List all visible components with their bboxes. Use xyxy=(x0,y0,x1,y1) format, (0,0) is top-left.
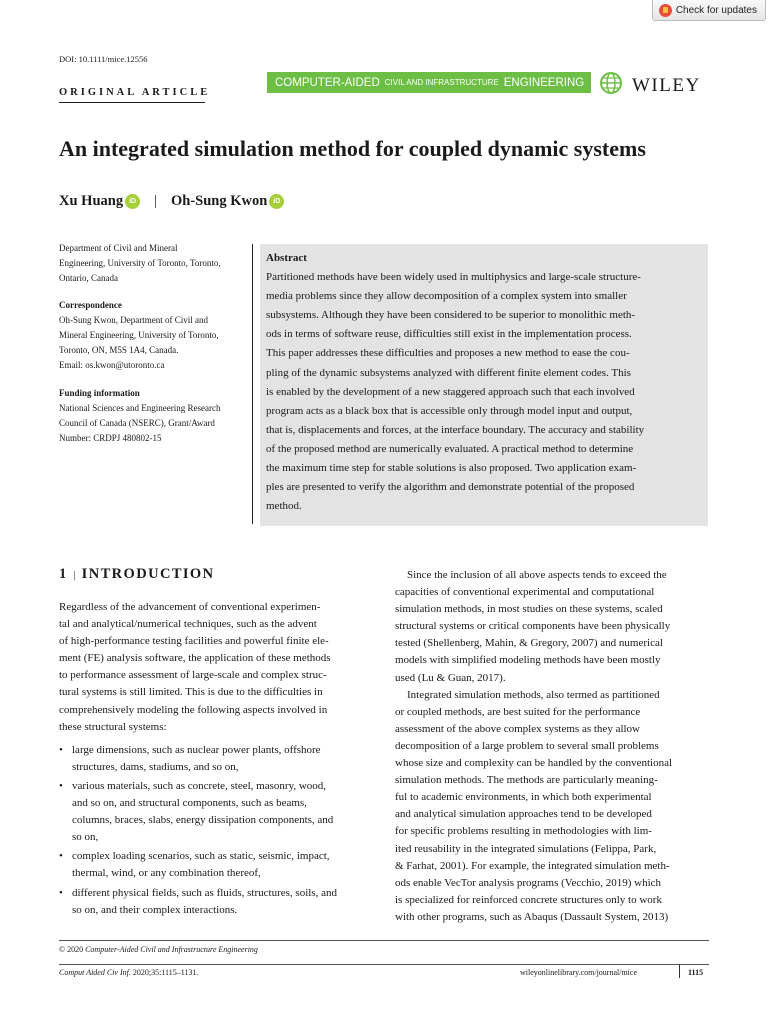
paragraph-line: these structural systems: xyxy=(59,720,167,733)
copyright xyxy=(59,945,258,954)
bullet-list xyxy=(59,742,371,919)
check-for-updates-button[interactable] xyxy=(652,0,766,21)
journal-name-part3: ENGINEERING xyxy=(503,76,585,89)
article-type-underline xyxy=(59,102,205,103)
abstract-line: Partitioned methods have been widely used in multiphysics and large-scale structure- xyxy=(266,271,641,284)
bullet-line: so on, xyxy=(72,831,99,844)
bullet-line: • complex loading scenarios, such as static, seismic, impact, xyxy=(72,850,330,863)
author-separator: | xyxy=(154,193,157,209)
footer-rule xyxy=(59,940,709,941)
abstract-line: program acts as a black box that is accessible only through model input and output, xyxy=(266,404,633,417)
paragraph-line: Integrated simulation methods, also termed as partitioned xyxy=(407,688,660,701)
paragraph-line: simulation methods, in most studies on these systems, scaled xyxy=(395,603,663,616)
bullet-item xyxy=(59,848,371,882)
funding-line: National Sciences and Engineering Research xyxy=(59,403,221,413)
left-column xyxy=(59,599,371,921)
paragraph-line: tural systems is still limited. This is due to the difficulties in xyxy=(59,686,323,699)
abstract-line: media problems since they allow decomposition of a complex system into smaller xyxy=(266,290,627,303)
section-heading xyxy=(59,566,215,583)
paragraph-line: & Farhat, 2001). For example, the integrated simulation meth- xyxy=(395,859,670,872)
paragraph-line: assessment of the above complex systems as they allow xyxy=(395,722,641,735)
paragraph-line: Regardless of the advancement of conventional experimen- xyxy=(59,601,321,613)
affiliation-line: Department of Civil and Mineral xyxy=(59,243,178,253)
paragraph-line: simulation methods. The methods are particularly meaning- xyxy=(395,774,658,787)
paragraph-line: capacities of conventional experimental and computational xyxy=(395,586,655,599)
publisher-logo: WILEY xyxy=(632,75,701,96)
affiliation-line: Engineering, University of Toronto, Toronto, xyxy=(59,258,221,268)
bullet-item xyxy=(59,885,371,919)
paragraph-line: with other programs, such as Abaqus (Dassault System, 2013) xyxy=(395,910,669,923)
paragraph-line: decomposition of a large problem to several small problems xyxy=(395,739,659,752)
journal-name-part2: CIVIL AND INFRASTRUCTURE xyxy=(384,78,499,87)
paragraph-line: whose size and complexity can be handled by the conventional xyxy=(395,757,673,770)
abstract-line: ples are presented to verify the algorithm and demonstrate potential of the proposed xyxy=(266,481,635,494)
bullet-line: so on, and their complex interactions. xyxy=(72,903,238,916)
paragraph-line: tal and analytical/numerical techniques, such as the advent xyxy=(59,618,317,631)
correspondence-line: Toronto, ON, M5S 1A4, Canada. xyxy=(59,345,179,355)
section-separator: | xyxy=(73,570,76,581)
bullet-line: • various materials, such as concrete, steel, masonry, wood, xyxy=(72,779,327,792)
paragraph-line: and analytical simulation approaches tend to be developed xyxy=(395,808,652,821)
journal-name-part1: COMPUTER-AIDED xyxy=(275,76,380,89)
abstract-heading: Abstract xyxy=(266,252,307,264)
funding-information xyxy=(59,386,249,446)
abstract-line: is enabled by the development of a new staggered approach such that each involved xyxy=(266,385,635,398)
abstract-line: pling of the dynamic subsystems analyzed with different finite element codes. This xyxy=(266,366,631,379)
abstract-line: of the proposed method are numerically evaluated. A practical method to determine xyxy=(266,442,634,455)
author-list xyxy=(59,193,284,210)
paragraph-line: used (Lu & Guan, 2017). xyxy=(395,671,506,684)
page-separator xyxy=(679,964,680,978)
page-number: 1115 xyxy=(688,968,704,977)
bullet-line: and so on, and structural components, such as beams, xyxy=(72,797,307,810)
abstract-line: ods in terms of software reuse, difficulties still exist in the implementation process. xyxy=(266,328,632,341)
paragraph-line: models with simplified modeling methods have been mostly xyxy=(395,654,661,667)
abstract-line: method. xyxy=(266,500,302,513)
copyright-journal: Computer-Aided Civil and Infrastructure Engineering xyxy=(85,945,258,954)
journal-banner xyxy=(267,72,591,93)
paragraph-line: or coupled methods, are best suited for the performance xyxy=(395,705,641,718)
correspondence-line: Oh-Sung Kwon, Department of Civil and xyxy=(59,315,208,325)
orcid-icon[interactable]: iD xyxy=(269,194,284,209)
paragraph-line: for specific problems resulting in methodologies with lim- xyxy=(395,825,652,838)
correspondence xyxy=(59,298,249,373)
correspondence-email[interactable]: Email: os.kwon@utoronto.ca xyxy=(59,360,165,370)
aside-divider xyxy=(252,244,253,524)
paragraph-line: of high-performance testing facilities and powerful finite ele- xyxy=(59,635,329,648)
affiliation xyxy=(59,241,249,286)
paragraph-line: ited reusability in the integrated simulations (Felippa, Park, xyxy=(395,842,657,855)
bullet-line: • different physical fields, such as fluids, structures, soils, and xyxy=(72,886,337,899)
paragraph-line: comprehensively modeling the following aspects involved in xyxy=(59,703,328,716)
bullet-item xyxy=(59,742,371,776)
paragraph-line: Since the inclusion of all above aspects tends to exceed the xyxy=(407,569,667,581)
citation xyxy=(59,968,198,977)
abstract-line: the maximum time step for stable solutions is also proposed. Two application exam- xyxy=(266,462,637,475)
section-title: INTRODUCTION xyxy=(81,566,215,582)
author-name[interactable]: Xu Huang xyxy=(59,193,124,209)
abstract-line: This paper addresses these difficulties and proposes a new method to ease the cou- xyxy=(266,347,630,360)
funding-heading: Funding information xyxy=(59,388,140,398)
paragraph-line: is specialized for reinforced concrete structures only to work xyxy=(395,893,662,906)
doi: DOI: 10.1111/mice.12556 xyxy=(59,54,148,64)
crossmark-icon xyxy=(659,4,672,17)
abstract-box xyxy=(260,244,708,526)
journal-globe-icon xyxy=(596,70,626,96)
citation-journal: Comput Aided Civ Inf. xyxy=(59,968,131,977)
check-for-updates-label: Check for updates xyxy=(675,4,757,16)
bullet-line: columns, braces, slabs, energy dissipation components, and xyxy=(72,814,334,827)
section-number: 1 xyxy=(59,566,68,582)
paragraph-line: tested (Shellenberg, Mahin, & Gregory, 2007) and numerical xyxy=(395,637,663,650)
journal-url[interactable]: wileyonlinelibrary.com/journal/mice xyxy=(520,968,637,977)
paper-title: An integrated simulation method for coupled dynamic systems xyxy=(59,136,646,161)
correspondence-line: Mineral Engineering, University of Toronto, xyxy=(59,330,219,340)
bullet-line: structures, dams, stadiums, and so on, xyxy=(72,760,239,773)
abstract-line: subsystems. Although they have been considered to be superior to monolithic meth- xyxy=(266,309,636,322)
paragraph-line: ful to academic environments, in which both experimental xyxy=(395,791,652,804)
paragraph-line: ment (FE) analysis software, the application of these methods xyxy=(59,652,331,665)
paragraph-line: ods enable VecTor analysis programs (Vecchio, 2019) which xyxy=(395,876,662,889)
bullet-item xyxy=(59,778,371,846)
orcid-icon[interactable]: iD xyxy=(125,194,140,209)
citation-volume: 2020;35:1115–1131. xyxy=(132,968,199,977)
bullet-line: • large dimensions, such as nuclear power plants, offshore xyxy=(72,743,321,756)
article-type: ORIGINAL ARTICLE xyxy=(59,87,211,98)
author-name[interactable]: Oh-Sung Kwon xyxy=(170,193,268,209)
bullet-line: thermal, wind, or any combination thereof, xyxy=(72,867,261,880)
footer-rule-2 xyxy=(59,964,709,965)
right-column xyxy=(395,567,708,926)
paragraph-line: to performance assessment of large-scale and complex struc- xyxy=(59,669,327,682)
copyright-year: © 2020 xyxy=(59,945,84,954)
affiliation-line: Ontario, Canada xyxy=(59,273,118,283)
paragraph-line: structural systems or critical components have been physically xyxy=(395,620,671,633)
funding-line: Number: CRDPJ 480802-15 xyxy=(59,433,162,443)
funding-line: Council of Canada (NSERC), Grant/Award xyxy=(59,418,215,428)
abstract-line: that is, displacements and forces, at the interface boundary. The accuracy and stability xyxy=(266,423,645,436)
correspondence-heading: Correspondence xyxy=(59,300,122,310)
